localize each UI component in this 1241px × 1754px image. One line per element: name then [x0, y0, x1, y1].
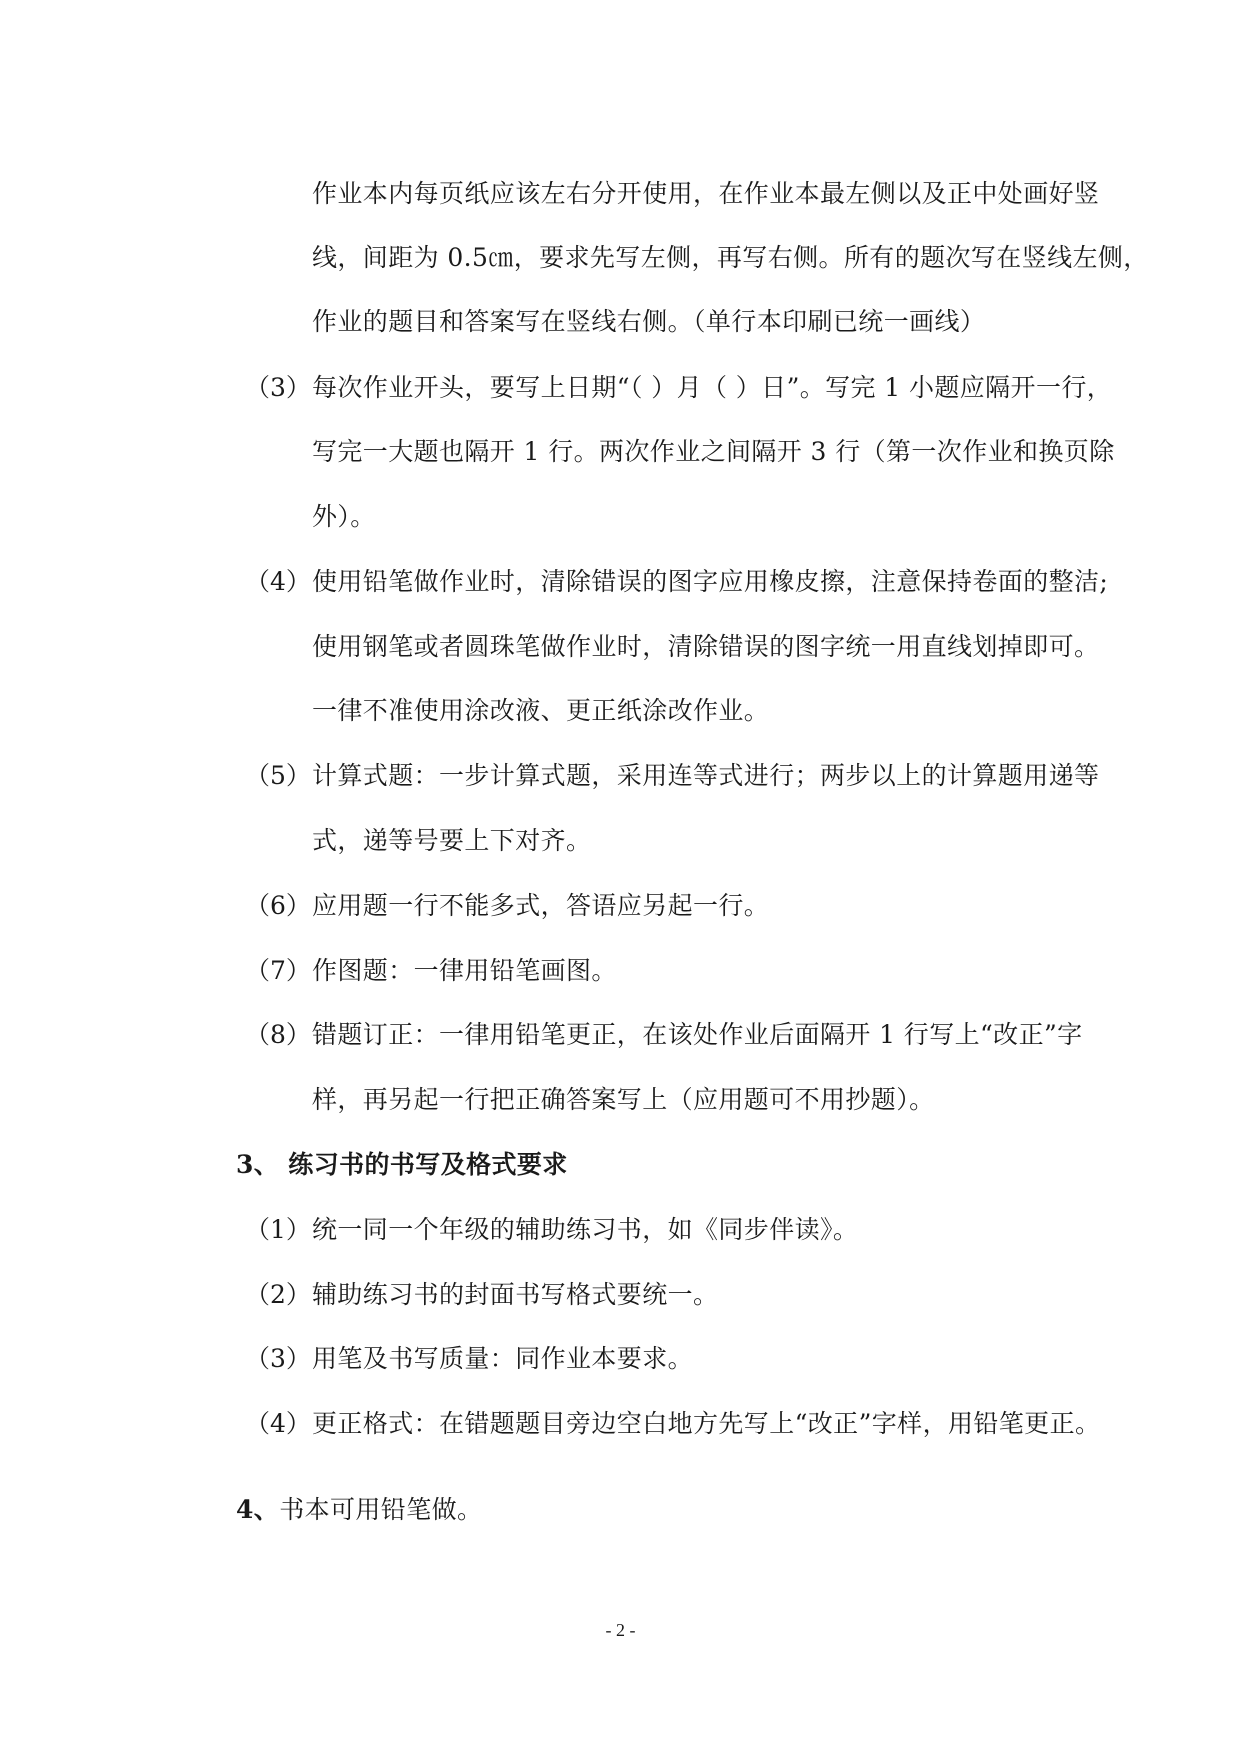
item-number: （8） — [245, 1020, 311, 1049]
item-5-line-2: 式，递等号要上下对齐。 — [312, 826, 592, 855]
page-number: - 2 - — [605, 1620, 636, 1640]
section-3-item-1: 统一同一个年级的辅助练习书，如《同步伴读》。 — [312, 1215, 859, 1244]
item-4-line-3: 一律不准使用涂改液、更正纸涂改作业。 — [312, 696, 770, 725]
section-4-number: 4、 — [236, 1495, 280, 1524]
item-number: （6） — [245, 891, 311, 920]
intro-line-1: 作业本内每页纸应该左右分开使用，在作业本最左侧以及正中处画好竖 — [312, 179, 1100, 208]
section-3-item-4: 更正格式：在错题题目旁边空白地方先写上“改正”字样，用铅笔更正。 — [312, 1409, 1101, 1438]
section-4-text: 书本可用铅笔做。 — [279, 1495, 483, 1524]
section-3-item-3: 用笔及书写质量：同作业本要求。 — [312, 1344, 694, 1373]
item-6-line-1: 应用题一行不能多式，答语应另起一行。 — [312, 891, 770, 920]
item-number: （1） — [245, 1215, 311, 1244]
item-3-line-2: 写完一大题也隔开 1 行。两次作业之间隔开 3 行（第一次作业和换页除 — [312, 437, 1115, 466]
item-number: （3） — [245, 1344, 311, 1373]
intro-line-3: 作业的题目和答案写在竖线右侧。（单行本印刷已统一画线） — [312, 307, 986, 336]
item-8-line-1: 错题订正：一律用铅笔更正，在该处作业后面隔开 1 行写上“改正”字 — [312, 1020, 1083, 1049]
item-number: （4） — [245, 567, 311, 596]
item-number: （2） — [245, 1280, 311, 1309]
item-3-line-3: 外）。 — [312, 502, 376, 531]
item-5-line-1: 计算式题：一步计算式题，采用连等式进行；两步以上的计算题用递等 — [312, 761, 1100, 790]
item-7-line-1: 作图题：一律用铅笔画图。 — [312, 956, 617, 985]
item-number: （4） — [245, 1409, 311, 1438]
item-3-line-1: 每次作业开头，要写上日期“（ ）月（ ）日”。写完 1 小题应隔开一行， — [312, 373, 1113, 402]
section-3-item-2: 辅助练习书的封面书写格式要统一。 — [312, 1280, 719, 1309]
item-4-line-2: 使用钢笔或者圆珠笔做作业时，清除错误的图字统一用直线划掉即可。 — [312, 632, 1100, 661]
item-4-line-1: 使用铅笔做作业时，清除错误的图字应用橡皮擦，注意保持卷面的整洁; — [312, 567, 1109, 596]
item-8-line-2: 样，再另起一行把正确答案写上（应用题可不用抄题）。 — [312, 1085, 935, 1114]
item-number: （7） — [245, 956, 311, 985]
intro-line-2: 线，间距为 0.5㎝，要求先写左侧，再写右侧。所有的题次写在竖线左侧， — [312, 243, 1149, 272]
section-4-line — [236, 1495, 482, 1525]
section-3-heading: 3、 练习书的书写及格式要求 — [236, 1150, 568, 1179]
item-number: （5） — [245, 761, 311, 790]
item-number: （3） — [245, 373, 311, 402]
